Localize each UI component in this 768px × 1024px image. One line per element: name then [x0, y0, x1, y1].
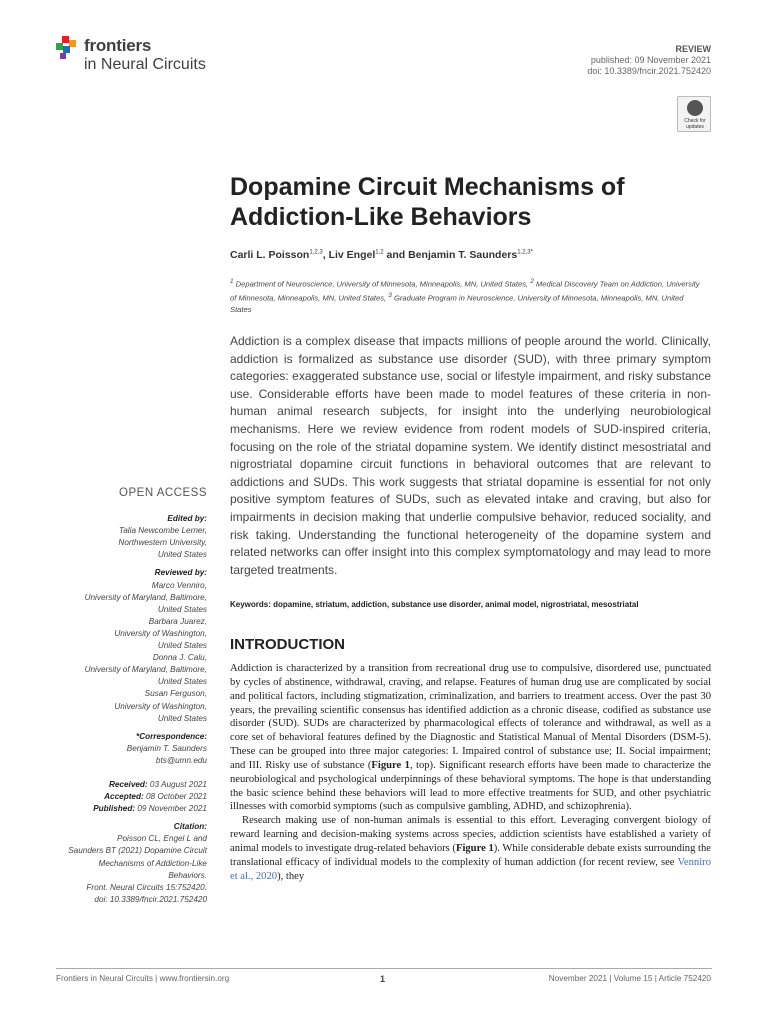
reviewer-line: University of Maryland, Baltimore, — [84, 592, 207, 602]
affiliation-text: Medical Discovery Team on Addiction, University of Minnesota, Minneapolis, MN, United States, — [230, 279, 700, 303]
paragraph-text: ). While considerable debate exists surrounding the translational efficacy of individual models to the complexity of human addiction (for recent review, see — [230, 842, 711, 868]
affiliation-number: 1 — [230, 278, 234, 285]
article-sidebar — [40, 487, 207, 906]
journal-logo[interactable] — [56, 34, 236, 82]
logo-journal-name: in Neural Circuits — [84, 56, 206, 73]
citation-line[interactable]: doi: 10.3389/fncir.2021.752420 — [94, 894, 207, 904]
page-number: 1 — [380, 974, 386, 984]
section-heading-introduction: INTRODUCTION — [230, 636, 345, 653]
citation-line: Saunders BT (2021) Dopamine Circuit — [68, 846, 207, 856]
citation-line: Poisson CL, Engel L and — [117, 834, 207, 844]
editor-line: United States — [157, 550, 207, 560]
author-separator: , — [322, 249, 329, 261]
figure-reference[interactable]: Figure 1 — [371, 759, 410, 771]
paragraph-text: Research making use of non-human animals is essential to this effort. Leveraging convergent biology of reward learning and decision-making systems across species, addiction scientists have established a variety of animal models to investigate drug-related behaviors ( — [230, 815, 711, 854]
paragraph-text: Addiction is characterized by a transition from recreational drug use to compulsive, disordered use, punctuated by cycles of abstinence, withdrawal, craving, and relapse. Features of human drug use are complicated by social and political factors, including stigmatization, criminalization, and barriers to treatment access. Over the past 30 years, the prevailing scientific consensus has identified addiction as a chronic disease, codified as substance use disorder (SUD). SUDs are characterized by pharmacological effects of tolerance and withdrawal, as well as a core set of behavioral features defined by the Diagnostic and Statistical Manual of Mental Disorders (DSM-5). These can be grouped into three major categories: I. Impaired control of substance use; II. Social impairment; and III. Risky use of substance ( — [230, 663, 711, 771]
article-title: Dopamine Circuit Mechanisms of Addiction-Like Behaviors — [230, 173, 625, 231]
author-affiliation: 1,2,3 — [309, 249, 323, 256]
published-date-sidebar — [40, 803, 207, 815]
check-updates-icon — [687, 100, 703, 116]
editor-line: Northwestern University, — [118, 538, 207, 548]
citation-label: Citation: — [173, 822, 207, 832]
affiliation-number: 3 — [388, 292, 392, 300]
correspondence-label: *Correspondence: — [136, 731, 207, 741]
correspondence-name: Benjamin T. Saunders — [126, 743, 207, 753]
published-value: 09 November 2021 — [135, 804, 207, 814]
author-affiliation: 1,2,3* — [517, 249, 533, 256]
reviewer-line: United States — [157, 604, 207, 614]
author-list — [230, 249, 700, 261]
keywords-label: Keywords: — [230, 600, 274, 609]
check-for-updates-button[interactable] — [677, 96, 711, 132]
check-updates-label: Check for updates — [684, 118, 706, 130]
footer-divider — [56, 968, 712, 969]
paragraph-text: ), they — [277, 870, 305, 882]
reviewer-line: University of Washington, — [114, 701, 207, 711]
author-name[interactable]: Liv Engel — [328, 249, 376, 261]
footer-article-info: November 2021 | Volume 15 | Article 752420 — [548, 974, 711, 983]
citation-line: Mechanisms of Addiction-Like — [98, 858, 207, 868]
received-value: 03 August 2021 — [147, 779, 207, 789]
body-text — [230, 662, 711, 884]
affiliations — [230, 276, 700, 316]
citation-line: Behaviors. — [168, 870, 207, 880]
affiliation-text: Department of Neuroscience, University of Minnesota, Minneapolis, MN, United States, — [235, 279, 531, 289]
reviewer-line: University of Washington, — [114, 628, 207, 638]
edited-by-label: Edited by: — [167, 514, 207, 524]
accepted-value: 08 October 2021 — [143, 792, 207, 802]
received-label: Received: — [108, 779, 148, 789]
author-separator: and — [383, 249, 409, 261]
reviewer-line: Marco Venniro, — [151, 580, 207, 590]
abstract: Addiction is a complex disease that impacts millions of people around the world. Clinically, addiction is formalized as substance use disorder (SUD), with three primary symptom categories: exaggerated substance use, social or lifestyle impairment, and risky substance use. Considerable efforts have been made to model features of these criteria in non-human animal research subjects, for insight into the underlying neurobiological mechanisms. Here we review evidence from rodent models of SUD-inspired criteria, focusing on the role of the striatal dopamine system. We identify distinct mesostriatal and nigrostriatal dopamine circuit functions in behavioral outcomes that are relevant to addictions and SUDs. This work suggests that striatal dopamine is essential for not only positive symptom features of SUDs, such as elevated intake and craving, but also for impairments in decision making that underlie compulsive behavior, reduced sociality, and risk taking. Understanding the functional heterogeneity of the dopamine system and related networks can offer insight into this complex symptomatology and may lead to more targeted treatments. — [230, 334, 711, 577]
open-access-label: OPEN ACCESS — [119, 487, 207, 499]
article-doi[interactable]: doi: 10.3389/fncir.2021.752420 — [587, 66, 711, 76]
reviewer-line: Susan Ferguson, — [144, 689, 207, 699]
correspondence-email[interactable]: bts@umn.edu — [155, 755, 207, 765]
paragraph — [230, 662, 711, 814]
affiliation-text: Graduate Program in Neuroscience, University of Minnesota, Minneapolis, MN, United States — [230, 293, 684, 315]
author-name[interactable]: Benjamin T. Saunders — [408, 249, 518, 261]
published-label: Published: — [93, 804, 136, 814]
frontiers-logo-icon — [56, 36, 80, 60]
reviewer-line: University of Maryland, Baltimore, — [84, 665, 207, 675]
affiliation-number: 2 — [530, 278, 534, 285]
paragraph-text: , top). Significant research efforts have been made to characterize the neurobiological and psychological underpinnings of these behavioral symptoms. The hope is that understanding the basic science behind these behaviors will lead to more effective treatments for SUD, and other psychiatric illnesses with comorbid symptoms (such as compulsive gambling, ADHD, and schizophrenia). — [230, 759, 711, 813]
reviewed-by-label: Reviewed by: — [154, 568, 207, 578]
author-name[interactable]: Carli L. Poisson — [230, 249, 310, 261]
editor-line: Talia Newcombe Lerner, — [119, 526, 207, 536]
author-affiliation: 1,2 — [375, 249, 384, 256]
figure-reference[interactable]: Figure 1 — [455, 842, 494, 854]
reviewer-line: United States — [157, 641, 207, 651]
citation-line: Front. Neural Circuits 15:752420. — [86, 882, 207, 892]
keywords-text: dopamine, striatum, addiction, substance use disorder, animal model, nigrostriatal, mesostriatal — [273, 600, 639, 609]
accepted-date — [40, 791, 207, 803]
published-date: published: 09 November 2021 — [590, 55, 711, 65]
article-type: REVIEW — [675, 44, 711, 54]
reviewer-line: Barbara Juarez, — [148, 616, 207, 626]
paragraph — [230, 814, 711, 883]
reviewer-line: United States — [157, 677, 207, 687]
logo-brand: frontiers — [84, 36, 152, 55]
keywords — [230, 600, 711, 609]
citation-link[interactable]: Venniro et al., 2020 — [230, 856, 711, 882]
footer-journal-link[interactable]: Frontiers in Neural Circuits | www.frontiersin.org — [56, 974, 230, 983]
reviewer-line: United States — [157, 713, 207, 723]
reviewer-line: Donna J. Calu, — [152, 653, 207, 663]
accepted-label: Accepted: — [104, 792, 144, 802]
received-date — [40, 779, 207, 791]
article-meta — [587, 44, 711, 77]
